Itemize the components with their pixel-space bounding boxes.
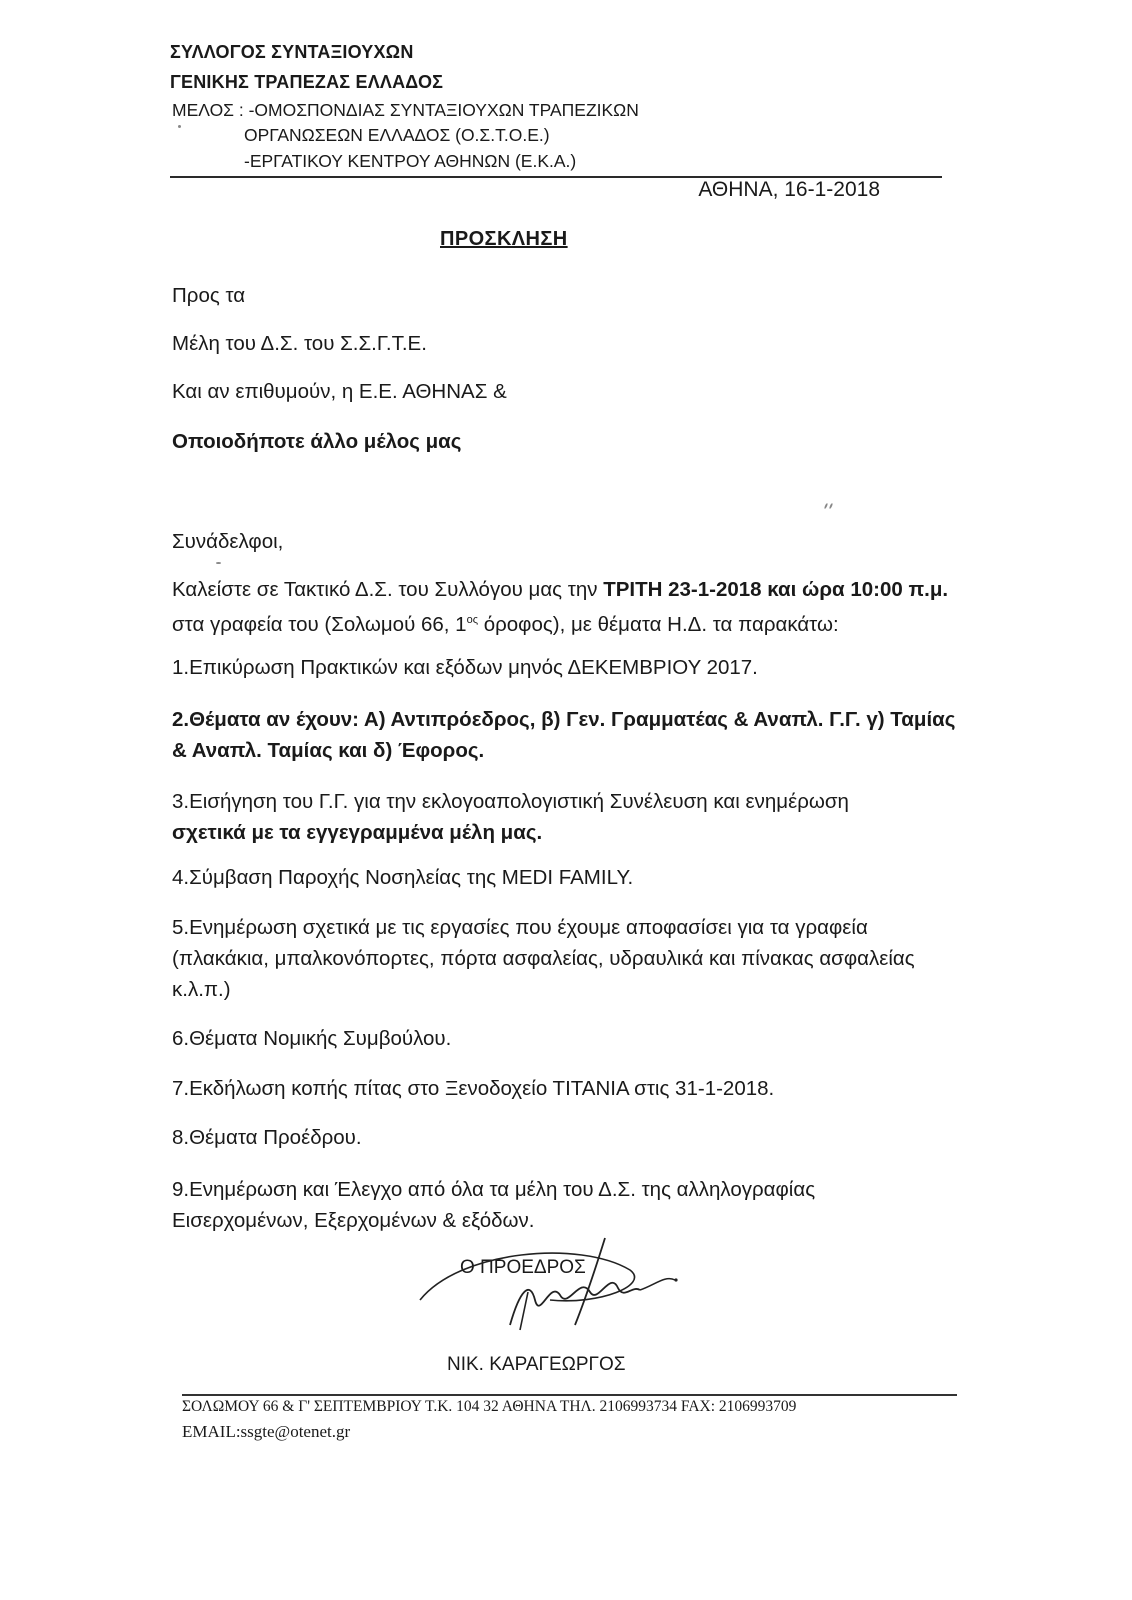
- recipients-to: Προς τα: [172, 284, 246, 307]
- footer-divider: [182, 1394, 957, 1396]
- agenda-item-2-line2: & Αναπλ. Ταμίας και δ) Έφορος.: [172, 739, 485, 762]
- agenda-item-3: [172, 786, 962, 848]
- greeting: Συνάδελφοι,: [172, 530, 284, 553]
- intro-location: στα γραφεία του (Σολωμού 66, 1: [172, 612, 467, 636]
- agenda-item-4: 4.Σύμβαση Παροχής Νοσηλείας της MEDI FAMILY.: [172, 866, 634, 889]
- agenda-item-1: 1.Επικύρωση Πρακτικών και εξόδων μηνός ΔΕΚΕΜΒΡΙΟΥ 2017.: [172, 656, 758, 679]
- document-title: ΠΡΟΣΚΛΗΣΗ: [440, 228, 568, 250]
- recipients-line2: Και αν επιθυμούν, η Ε.Ε. ΑΘΗΝΑΣ &: [172, 380, 507, 403]
- document-date: ΑΘΗΝΑ, 16-1-2018: [698, 178, 880, 201]
- agenda-item-3-line2: σχετικά με τα εγγεγραμμένα μέλη μας.: [172, 821, 543, 844]
- agenda-item-6: 6.Θέματα Νομικής Συμβούλου.: [172, 1027, 452, 1050]
- footer-address: ΣΟΛΩΜΟΥ 66 & Γ' ΣΕΠΤΕΜΒΡΙΟΥ Τ.Κ. 104 32 ΑΘΗΝΑ ΤΗΛ. 2106993734 FAX: 2106993709: [182, 1398, 797, 1415]
- agenda-item-7: 7.Εκδήλωση κοπής πίτας στο Ξενοδοχείο ΤΙΤΑΝΙΑ στις 31-1-2018.: [172, 1077, 775, 1100]
- agenda-item-9: [172, 1174, 962, 1236]
- agenda-item-5: [172, 912, 962, 1005]
- membership-line2: ΟΡΓΑΝΩΣΕΩΝ ΕΛΛΑΔΟΣ (Ο.Σ.Τ.Ο.Ε.): [244, 125, 550, 145]
- recipients-line1: Μέλη του Δ.Σ. του Σ.Σ.Γ.Τ.Ε.: [172, 332, 427, 355]
- handwritten-signature: [400, 1230, 700, 1350]
- organization-name-line1: ΣΥΛΛΟΓΟΣ ΣΥΝΤΑΞΙΟΥΧΩΝ: [170, 42, 414, 62]
- intro-paragraph: [172, 574, 962, 640]
- floor-superscript: ος: [466, 614, 479, 626]
- meeting-datetime: ΤΡΙΤΗ 23-1-2018 και ώρα 10:00 π.μ.: [603, 578, 949, 601]
- agenda-item-5-line2: (πλακάκια, μπαλκονόπορτες, πόρτα ασφαλείας, υδραυλικά και πίνακας ασφαλείας: [172, 947, 915, 970]
- membership-line3: -ΕΡΓΑΤΙΚΟΥ ΚΕΝΤΡΟΥ ΑΘΗΝΩΝ (Ε.Κ.Α.): [244, 151, 577, 171]
- agenda-item-8: 8.Θέματα Προέδρου.: [172, 1126, 362, 1149]
- intro-text: Καλείστε σε Τακτικό Δ.Σ. του Συλλόγου μας την: [172, 578, 604, 601]
- scan-speck: [824, 503, 828, 509]
- agenda-item-2-line1: 2.Θέματα αν έχουν: Α) Αντιπρόεδρος, β) Γεν. Γραμματέας & Αναπλ. Γ.Γ. γ) Ταμίας: [172, 708, 956, 731]
- signature-role: Ο ΠΡΟΕΔΡΟΣ: [460, 1257, 586, 1278]
- scan-speck: [178, 125, 181, 128]
- recipients-line3: Οποιοδήποτε άλλο μέλος μας: [172, 430, 462, 453]
- membership-line1: ΜΕΛΟΣ : -ΟΜΟΣΠΟΝΔΙΑΣ ΣΥΝΤΑΞΙΟΥΧΩΝ ΤΡΑΠΕΖΙΚΩΝ: [172, 100, 639, 120]
- agenda-item-5-line1: 5.Ενημέρωση σχετικά με τις εργασίες που έχουμε αποφασίσει για τα γραφεία: [172, 916, 868, 939]
- agenda-item-9-line1: 9.Ενημέρωση και Έλεγχο από όλα τα μέλη του Δ.Σ. της αλληλογραφίας: [172, 1178, 816, 1201]
- scan-speck: [216, 562, 221, 564]
- agenda-item-3-line1: 3.Εισήγηση του Γ.Γ. για την εκλογοαπολογιστική Συνέλευση και ενημέρωση: [172, 790, 849, 813]
- agenda-item-9-line2: Εισερχομένων, Εξερχομένων & εξόδων.: [172, 1209, 535, 1232]
- organization-name-line2: ΓΕΝΙΚΗΣ ΤΡΑΠΕΖΑΣ ΕΛΛΑΔΟΣ: [170, 72, 444, 92]
- intro-agenda-lead: όροφος), με θέματα Η.Δ. τα παρακάτω:: [478, 612, 839, 636]
- footer-email: EMAIL:ssgte@otenet.gr: [182, 1422, 351, 1441]
- scan-speck: [829, 503, 833, 509]
- agenda-item-2: [172, 704, 962, 766]
- signatory-name: ΝΙΚ. ΚΑΡΑΓΕΩΡΓΟΣ: [447, 1354, 626, 1375]
- agenda-item-5-line3: κ.λ.π.): [172, 978, 231, 1001]
